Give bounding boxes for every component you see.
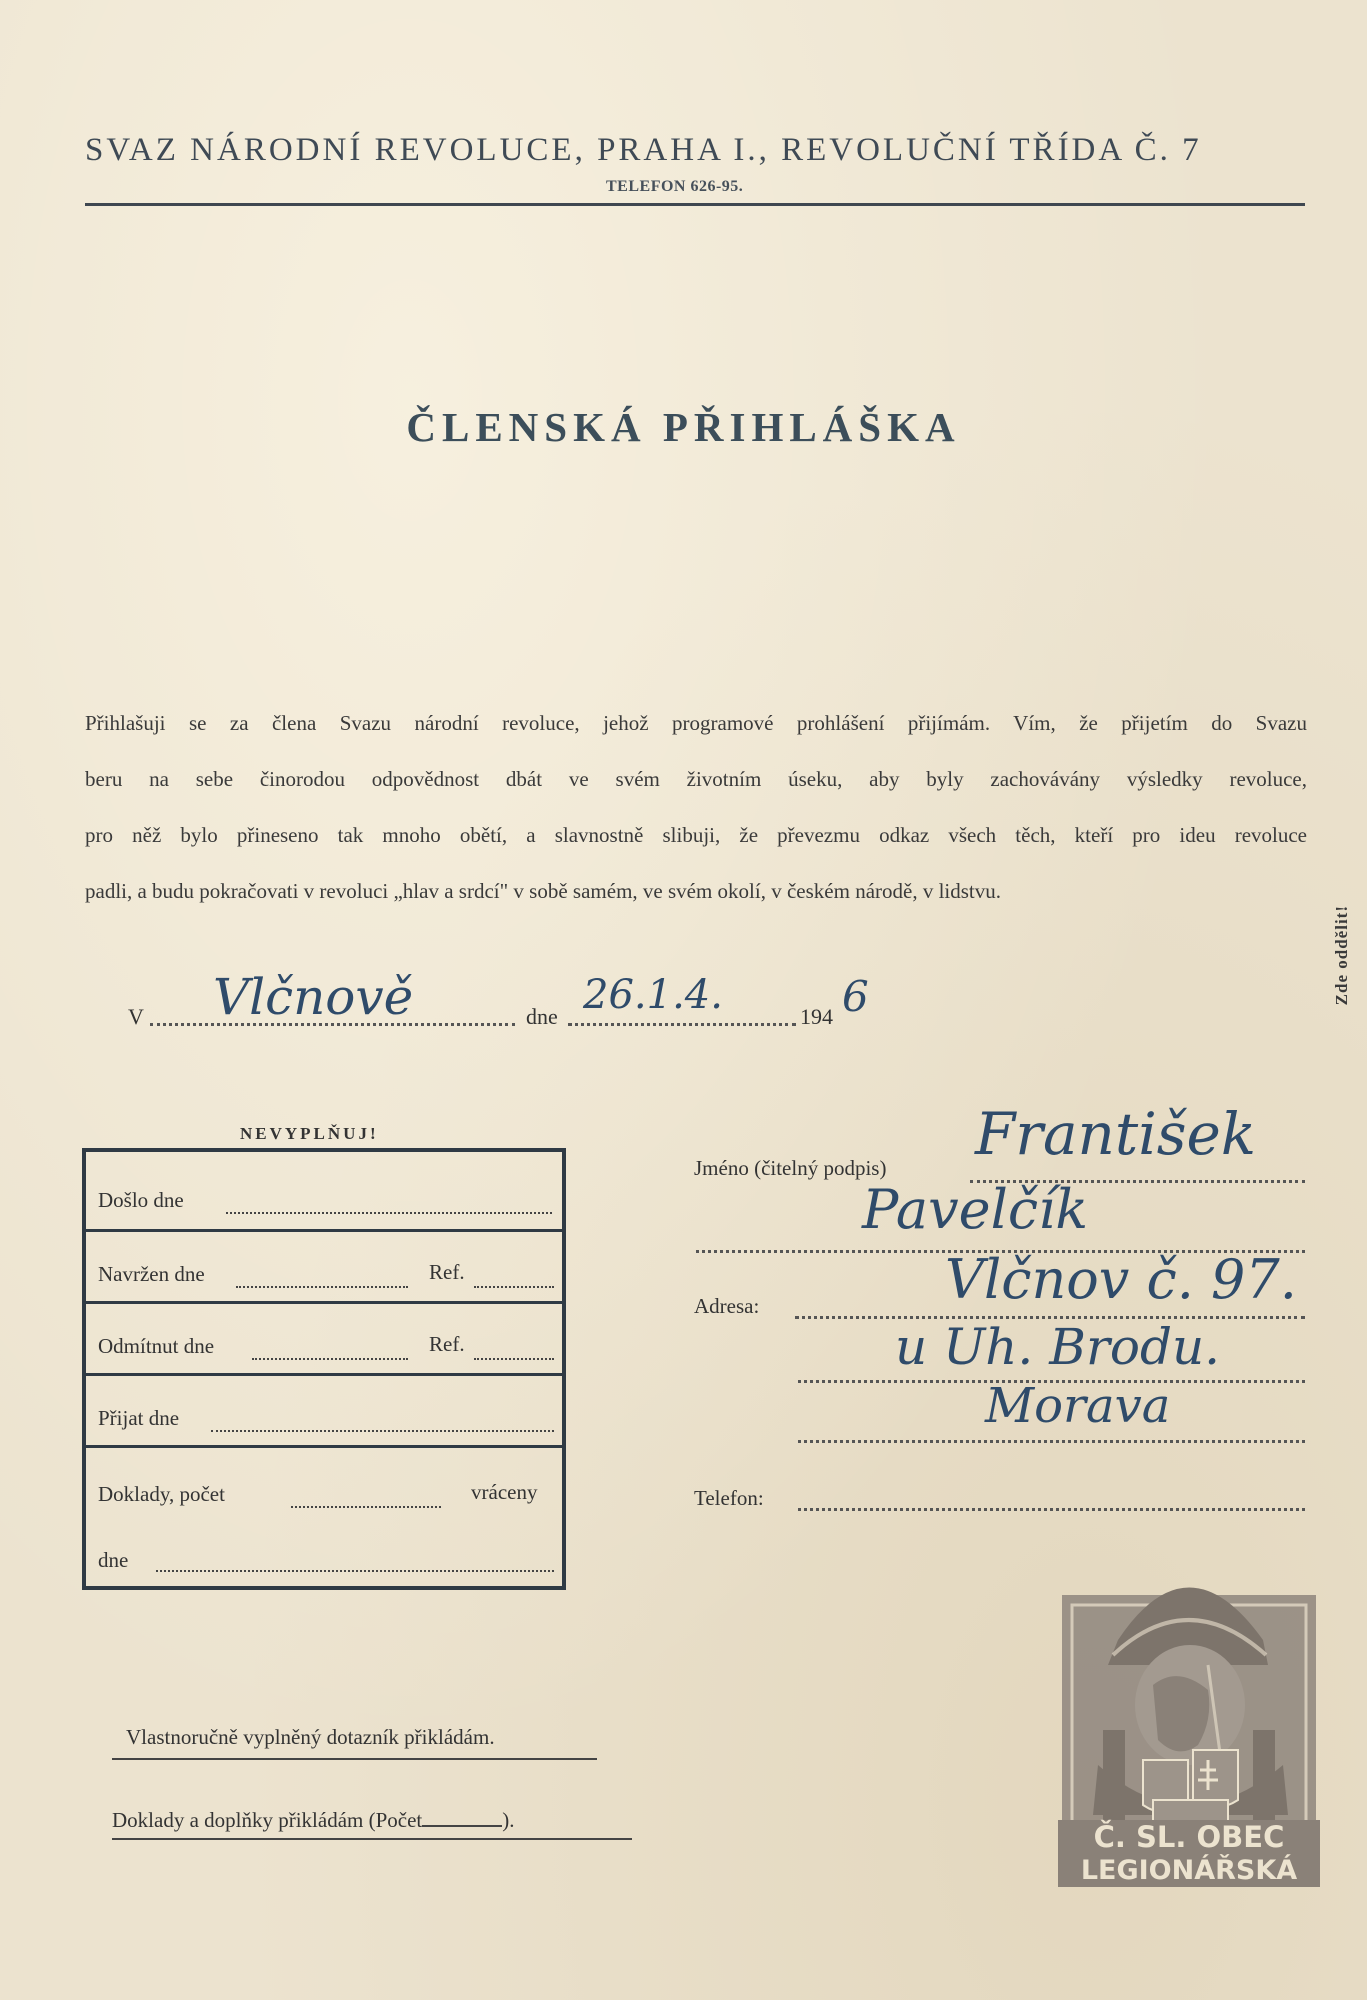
declaration-paragraph xyxy=(85,695,1307,919)
legion-stamp xyxy=(1058,1515,1320,1887)
stamp-line2: LEGIONÁŘSKÁ xyxy=(1058,1854,1320,1887)
header-divider xyxy=(85,203,1305,206)
received-field[interactable] xyxy=(226,1212,552,1214)
date-field[interactable] xyxy=(568,1023,796,1026)
office-use-box xyxy=(82,1148,566,1590)
name-label: Jméno (čitelný podpis) xyxy=(694,1156,887,1180)
accepted-label: Přijat dne xyxy=(98,1406,180,1430)
rejected-label: Odmítnut dne xyxy=(98,1334,215,1358)
proposed-row xyxy=(86,1232,562,1304)
rejected-row xyxy=(86,1304,562,1376)
attachments-label: Doklady a doplňky přikládám (Počet xyxy=(112,1808,423,1832)
documents-label: Doklady, počet xyxy=(98,1482,225,1506)
phone-label: Telefon: xyxy=(694,1486,764,1510)
address-handwritten-line1: Vlčnov č. 97. xyxy=(945,1248,1297,1311)
year-prefix: 194 xyxy=(800,1004,833,1029)
questionnaire-statement: Vlastnoručně vyplněný dotazník přikládám. xyxy=(126,1725,495,1749)
organization-header: SVAZ NÁRODNÍ REVOLUCE, PRAHA I., REVOLUČNÍ TŘÍDA Č. 7 xyxy=(85,132,1202,168)
proposed-ref-field[interactable] xyxy=(474,1286,554,1288)
rejected-ref-field[interactable] xyxy=(474,1358,554,1360)
declaration-line: padli, a budu pokračovati v revoluci „hlav a srdcí" v sobě samém, ve svém okolí, v českém národě, v lidstvu. xyxy=(85,879,1002,903)
proposed-label: Navržen dne xyxy=(98,1262,205,1286)
address-field-line3[interactable] xyxy=(798,1440,1305,1443)
accepted-row xyxy=(86,1376,562,1448)
declaration-line: Přihlašuji se za člena Svazu národní revoluce, jehož programové prohlášení přijímám. Vím, že přijetím do Svazu xyxy=(85,711,1307,735)
date-day-label: dne xyxy=(526,1004,558,1029)
date-row xyxy=(128,968,888,1038)
declaration-line: pro něž bylo přineseno tak mnoho obětí, a slavnostně slibuji, že převezmu odkaz všech těch, kteří pro ideu revoluce xyxy=(85,823,1307,847)
year-digit-handwritten: 6 xyxy=(842,972,869,1021)
name-handwritten-line1: František xyxy=(975,1100,1256,1168)
declaration-line: beru na sebe činorodou odpovědnost dbát ve svém životním úseku, aby byly zachovávány výsledky revoluce, xyxy=(85,767,1307,791)
date-handwritten: 26.1.4. xyxy=(583,972,723,1018)
documents-row xyxy=(86,1448,562,1586)
office-box-title: NEVYPLŇUJ! xyxy=(240,1124,379,1143)
proposed-date-field[interactable] xyxy=(236,1286,408,1288)
attachments-underline xyxy=(112,1838,632,1840)
form-title: ČLENSKÁ PŘIHLÁŠKA xyxy=(406,404,961,450)
date-prefix: V xyxy=(128,1004,144,1029)
questionnaire-underline xyxy=(112,1758,597,1760)
place-handwritten: Vlčnově xyxy=(213,968,414,1026)
address-label: Adresa: xyxy=(694,1294,760,1318)
documents-date-field[interactable] xyxy=(156,1570,554,1572)
address-handwritten-line2: u Uh. Brodu. xyxy=(895,1318,1221,1376)
phone-field[interactable] xyxy=(798,1508,1305,1511)
attachments-statement xyxy=(112,1808,515,1833)
documents-count-field[interactable] xyxy=(291,1506,441,1508)
received-label: Došlo dne xyxy=(98,1188,184,1212)
attachments-close: ). xyxy=(502,1808,515,1832)
accepted-date-field[interactable] xyxy=(211,1430,554,1432)
stamp-line1: Č. SL. OBEC xyxy=(1058,1820,1320,1854)
rejected-ref-label: Ref. xyxy=(429,1332,465,1356)
received-row xyxy=(86,1152,562,1232)
organization-phone: TELEFON 626-95. xyxy=(606,178,744,195)
rejected-date-field[interactable] xyxy=(252,1358,408,1360)
address-handwritten-line3: Morava xyxy=(985,1378,1171,1434)
cut-here-note: Zde oddělit! xyxy=(1332,905,1351,1006)
name-handwritten-line2: Pavelčík xyxy=(862,1178,1089,1241)
documents-date-label: dne xyxy=(98,1548,129,1572)
returned-label: vráceny xyxy=(471,1480,538,1504)
attachments-count-field[interactable] xyxy=(422,1825,502,1827)
proposed-ref-label: Ref. xyxy=(429,1260,465,1284)
